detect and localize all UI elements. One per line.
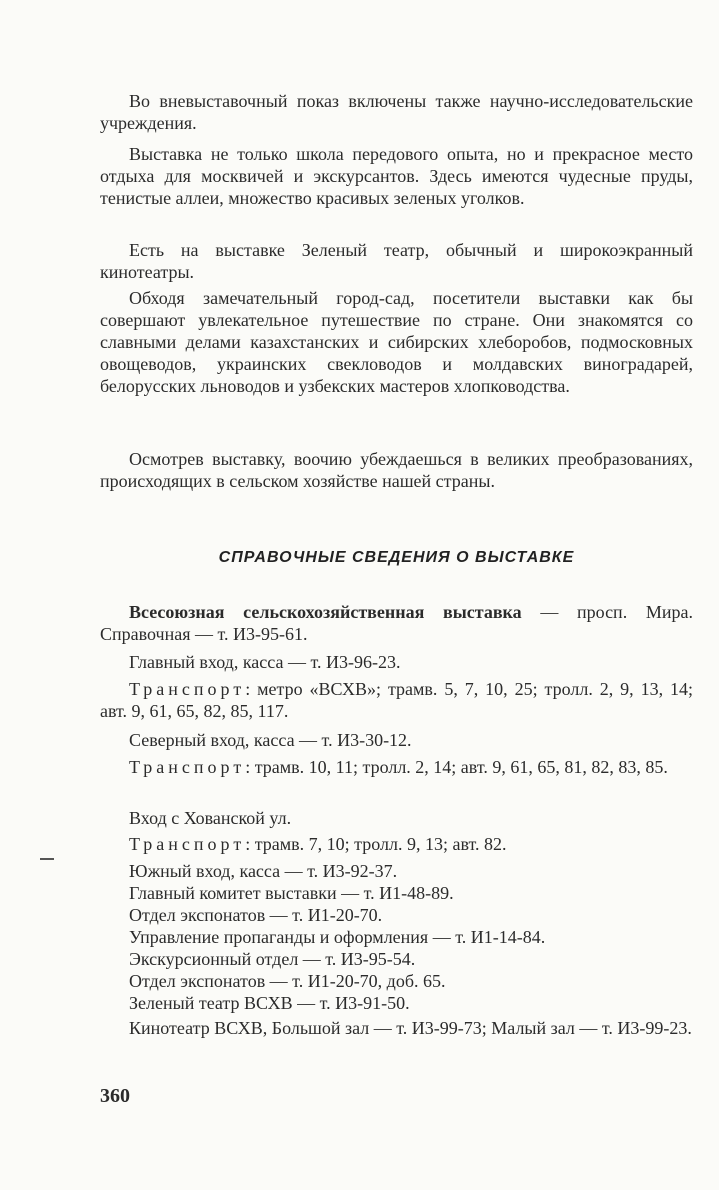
ref-khovanskaya-transport: Транспорт: трамв. 7, 10; тролл. 9, 13; авт. 82. [129,834,507,854]
paragraph-3: Есть на выставке Зеленый театр, обычный и широкоэкранный кинотеатры. [100,240,693,282]
ref-line: Зеленый театр ВСХВ — т. И3-91-50. [129,993,410,1013]
paragraph-2: Выставка не только школа передового опыта, но и прекрасное место отдыха для москвичей и экскурсантов. Здесь имеются чудесные пруды, тенистые аллеи, множество красивых зеленых уголков. [100,144,693,208]
page-number: 360 [100,1085,130,1107]
ref-line: Главный комитет выставки — т. И1-48-89. [129,883,454,903]
paragraph-4: Обходя замечательный город-сад, посетители выставки как бы совершают увлекательное путешествие по стране. Они знакомятся со славными делами казахстанских и сибирских хлеборобов, подмосковных овощеводов, украинских свекловодов и молдавских виноградарей, белорусских льноводов и узбекских мастеров хлопководства. [100,288,693,396]
ref-line: Отдел экспонатов — т. И1-20-70, доб. 65. [129,971,446,991]
ref-main: Всесоюзная сельскохозяйственная выставка — просп. Мира. Справочная — т. И3-95-61. [100,602,693,644]
paragraph-1: Во вневыставочный показ включены также научно-исследовательские учреждения. [100,91,693,133]
ref-main-transport: Транспорт: метро «ВСХВ»; трамв. 5, 7, 10, 25; тролл. 2, 9, 13, 14; авт. 9, 61, 65, 82, 85, 117. [100,679,693,721]
ref-line: Экскурсионный отдел — т. И3-95-54. [129,949,416,969]
ref-line: Отдел экспонатов — т. И1-20-70. [129,905,383,925]
section-heading: СПРАВОЧНЫЕ СВЕДЕНИЯ О ВЫСТАВКЕ [218,549,575,566]
ref-line: Южный вход, касса — т. И3-92-37. [129,861,398,881]
ref-north-entrance: Северный вход, касса — т. И3-30-12. [129,730,412,750]
paragraph-5: Осмотрев выставку, воочию убеждаешься в великих преобразованиях, происходящих в сельском хозяйстве нашей страны. [100,449,693,491]
margin-mark [40,858,54,860]
ref-khovanskaya: Вход с Хованской ул. [129,808,292,828]
ref-main-title: Всесоюзная сельскохозяйственная выставка [129,602,522,622]
ref-line: Управление пропаганды и оформления — т. И1-14-84. [129,927,546,947]
ref-cinema: Кинотеатр ВСХВ, Большой зал — т. И3-99-73; Малый зал — т. И3-99-23. [129,1018,692,1038]
ref-north-transport: Транспорт: трамв. 10, 11; тролл. 2, 14; авт. 9, 61, 65, 81, 82, 83, 85. [129,757,668,777]
ref-main-entrance: Главный вход, касса — т. И3-96-23. [129,652,401,672]
